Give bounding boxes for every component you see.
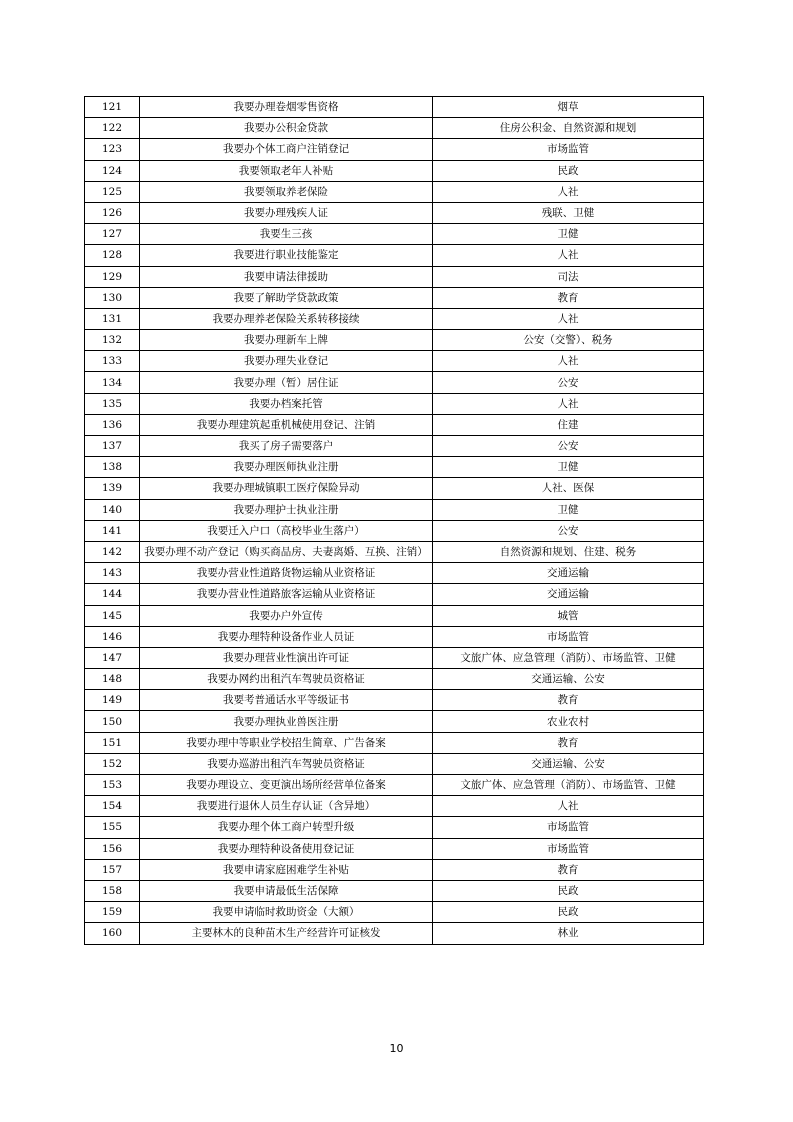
row-number-cell: 136	[85, 414, 140, 435]
row-number-cell: 124	[85, 160, 140, 181]
service-item-cell: 我要了解助学贷款政策	[140, 287, 433, 308]
department-cell: 市场监管	[433, 626, 704, 647]
service-item-cell: 我要领取老年人补贴	[140, 160, 433, 181]
service-item-cell: 主要林木的良种苗木生产经营许可证核发	[140, 923, 433, 944]
service-item-cell: 我要办理营业性演出许可证	[140, 647, 433, 668]
row-number-cell: 131	[85, 308, 140, 329]
table-row	[85, 181, 704, 202]
row-number-cell: 159	[85, 902, 140, 923]
table-row	[85, 796, 704, 817]
row-number-cell: 130	[85, 287, 140, 308]
row-number-cell: 140	[85, 499, 140, 520]
table-row	[85, 626, 704, 647]
table-row	[85, 414, 704, 435]
row-number-cell: 122	[85, 118, 140, 139]
row-number-cell: 151	[85, 732, 140, 753]
table-row	[85, 393, 704, 414]
service-item-cell: 我要办理失业登记	[140, 351, 433, 372]
service-item-cell: 我要办档案托管	[140, 393, 433, 414]
table-row	[85, 520, 704, 541]
table-row	[85, 775, 704, 796]
department-cell: 住建	[433, 414, 704, 435]
department-cell: 人社	[433, 245, 704, 266]
department-cell: 教育	[433, 287, 704, 308]
table-row	[85, 902, 704, 923]
row-number-cell: 133	[85, 351, 140, 372]
row-number-cell: 143	[85, 563, 140, 584]
table-row	[85, 753, 704, 774]
row-number-cell: 147	[85, 647, 140, 668]
row-number-cell: 132	[85, 330, 140, 351]
row-number-cell: 144	[85, 584, 140, 605]
row-number-cell: 149	[85, 690, 140, 711]
service-item-cell: 我要办理不动产登记（购买商品房、夫妻离婚、互换、注销）	[140, 541, 433, 562]
row-number-cell: 146	[85, 626, 140, 647]
page-number: 10	[389, 1042, 404, 1055]
service-item-cell: 我要进行职业技能鉴定	[140, 245, 433, 266]
table-row	[85, 202, 704, 223]
row-number-cell: 126	[85, 202, 140, 223]
department-cell: 人社	[433, 351, 704, 372]
service-item-cell: 我要办理特种设备使用登记证	[140, 838, 433, 859]
department-cell: 民政	[433, 880, 704, 901]
row-number-cell: 155	[85, 817, 140, 838]
department-cell: 交通运输、公安	[433, 753, 704, 774]
department-cell: 人社	[433, 181, 704, 202]
department-cell: 教育	[433, 732, 704, 753]
service-item-cell: 我要办理残疾人证	[140, 202, 433, 223]
service-item-cell: 我要办理城镇职工医疗保险异动	[140, 478, 433, 499]
department-cell: 残联、卫健	[433, 202, 704, 223]
table-row	[85, 859, 704, 880]
row-number-cell: 137	[85, 436, 140, 457]
table-row	[85, 690, 704, 711]
department-cell: 人社	[433, 796, 704, 817]
row-number-cell: 156	[85, 838, 140, 859]
row-number-cell: 139	[85, 478, 140, 499]
department-cell: 交通运输	[433, 584, 704, 605]
service-item-cell: 我要办理护士执业注册	[140, 499, 433, 520]
service-item-cell: 我要办理医师执业注册	[140, 457, 433, 478]
table-row	[85, 711, 704, 732]
department-cell: 林业	[433, 923, 704, 944]
table-row	[85, 351, 704, 372]
table-row	[85, 647, 704, 668]
row-number-cell: 129	[85, 266, 140, 287]
department-cell: 卫健	[433, 499, 704, 520]
row-number-cell: 158	[85, 880, 140, 901]
service-item-cell: 我要办理建筑起重机械使用登记、注销	[140, 414, 433, 435]
row-number-cell: 148	[85, 669, 140, 690]
department-cell: 教育	[433, 690, 704, 711]
department-cell: 人社、医保	[433, 478, 704, 499]
row-number-cell: 134	[85, 372, 140, 393]
service-item-cell: 我要申请临时救助资金（大额）	[140, 902, 433, 923]
service-item-cell: 我要办理养老保险关系转移接续	[140, 308, 433, 329]
service-item-cell: 我要办理新车上牌	[140, 330, 433, 351]
service-item-cell: 我要办网约出租汽车驾驶员资格证	[140, 669, 433, 690]
row-number-cell: 127	[85, 224, 140, 245]
table-row	[85, 817, 704, 838]
department-cell: 民政	[433, 160, 704, 181]
department-cell: 人社	[433, 308, 704, 329]
department-cell: 自然资源和规划、住建、税务	[433, 541, 704, 562]
row-number-cell: 138	[85, 457, 140, 478]
department-cell: 公安	[433, 372, 704, 393]
department-cell: 公安	[433, 520, 704, 541]
table-row	[85, 563, 704, 584]
table-row	[85, 499, 704, 520]
table-row	[85, 457, 704, 478]
table-row	[85, 160, 704, 181]
department-cell: 市场监管	[433, 817, 704, 838]
service-item-cell: 我要办理卷烟零售资格	[140, 97, 433, 118]
table-row	[85, 308, 704, 329]
service-item-cell: 我要办理（暂）居住证	[140, 372, 433, 393]
department-cell: 民政	[433, 902, 704, 923]
table-row	[85, 372, 704, 393]
service-item-cell: 我要申请最低生活保障	[140, 880, 433, 901]
row-number-cell: 152	[85, 753, 140, 774]
row-number-cell: 157	[85, 859, 140, 880]
table-row	[85, 923, 704, 944]
department-cell: 交通运输、公安	[433, 669, 704, 690]
department-cell: 司法	[433, 266, 704, 287]
service-item-cell: 我要办巡游出租汽车驾驶员资格证	[140, 753, 433, 774]
row-number-cell: 121	[85, 97, 140, 118]
row-number-cell: 135	[85, 393, 140, 414]
service-item-cell: 我买了房子需要落户	[140, 436, 433, 457]
department-cell: 卫健	[433, 457, 704, 478]
department-cell: 交通运输	[433, 563, 704, 584]
service-item-cell: 我要考普通话水平等级证书	[140, 690, 433, 711]
department-cell: 城管	[433, 605, 704, 626]
table-row	[85, 838, 704, 859]
department-cell: 市场监管	[433, 139, 704, 160]
department-cell: 农业农村	[433, 711, 704, 732]
department-cell: 人社	[433, 393, 704, 414]
service-item-cell: 我要生三孩	[140, 224, 433, 245]
service-items-table	[84, 96, 704, 945]
service-item-cell: 我要办理中等职业学校招生简章、广告备案	[140, 732, 433, 753]
row-number-cell: 154	[85, 796, 140, 817]
department-cell: 卫健	[433, 224, 704, 245]
table-row	[85, 97, 704, 118]
service-item-cell: 我要办户外宣传	[140, 605, 433, 626]
row-number-cell: 145	[85, 605, 140, 626]
department-cell: 烟草	[433, 97, 704, 118]
service-item-cell: 我要办理特种设备作业人员证	[140, 626, 433, 647]
service-item-cell: 我要办营业性道路货物运输从业资格证	[140, 563, 433, 584]
department-cell: 文旅广体、应急管理（消防）、市场监管、卫健	[433, 775, 704, 796]
service-item-cell: 我要办公积金贷款	[140, 118, 433, 139]
table-row	[85, 478, 704, 499]
row-number-cell: 128	[85, 245, 140, 266]
department-cell: 市场监管	[433, 838, 704, 859]
service-item-cell: 我要办个体工商户注销登记	[140, 139, 433, 160]
table-row	[85, 436, 704, 457]
row-number-cell: 160	[85, 923, 140, 944]
table-row	[85, 330, 704, 351]
service-item-cell: 我要办理个体工商户转型升级	[140, 817, 433, 838]
department-cell: 公安（交警）、税务	[433, 330, 704, 351]
table-row	[85, 245, 704, 266]
row-number-cell: 141	[85, 520, 140, 541]
row-number-cell: 153	[85, 775, 140, 796]
table-row	[85, 880, 704, 901]
table-row	[85, 541, 704, 562]
department-cell: 文旅广体、应急管理（消防）、市场监管、卫健	[433, 647, 704, 668]
table-row	[85, 224, 704, 245]
service-item-cell: 我要进行退休人员生存认证（含异地）	[140, 796, 433, 817]
table-row	[85, 139, 704, 160]
department-cell: 公安	[433, 436, 704, 457]
table-body	[85, 97, 704, 945]
row-number-cell: 125	[85, 181, 140, 202]
row-number-cell: 123	[85, 139, 140, 160]
table-row	[85, 732, 704, 753]
table-row	[85, 605, 704, 626]
table-row	[85, 266, 704, 287]
service-item-cell: 我要申请家庭困难学生补贴	[140, 859, 433, 880]
row-number-cell: 150	[85, 711, 140, 732]
table-row	[85, 669, 704, 690]
department-cell: 住房公积金、自然资源和规划	[433, 118, 704, 139]
service-item-cell: 我要办理执业兽医注册	[140, 711, 433, 732]
service-item-cell: 我要领取养老保险	[140, 181, 433, 202]
table-row	[85, 584, 704, 605]
service-item-cell: 我要迁入户口（高校毕业生落户）	[140, 520, 433, 541]
row-number-cell: 142	[85, 541, 140, 562]
service-item-cell: 我要申请法律援助	[140, 266, 433, 287]
table-row	[85, 287, 704, 308]
service-item-cell: 我要办理设立、变更演出场所经营单位备案	[140, 775, 433, 796]
service-item-cell: 我要办营业性道路旅客运输从业资格证	[140, 584, 433, 605]
table-row	[85, 118, 704, 139]
department-cell: 教育	[433, 859, 704, 880]
